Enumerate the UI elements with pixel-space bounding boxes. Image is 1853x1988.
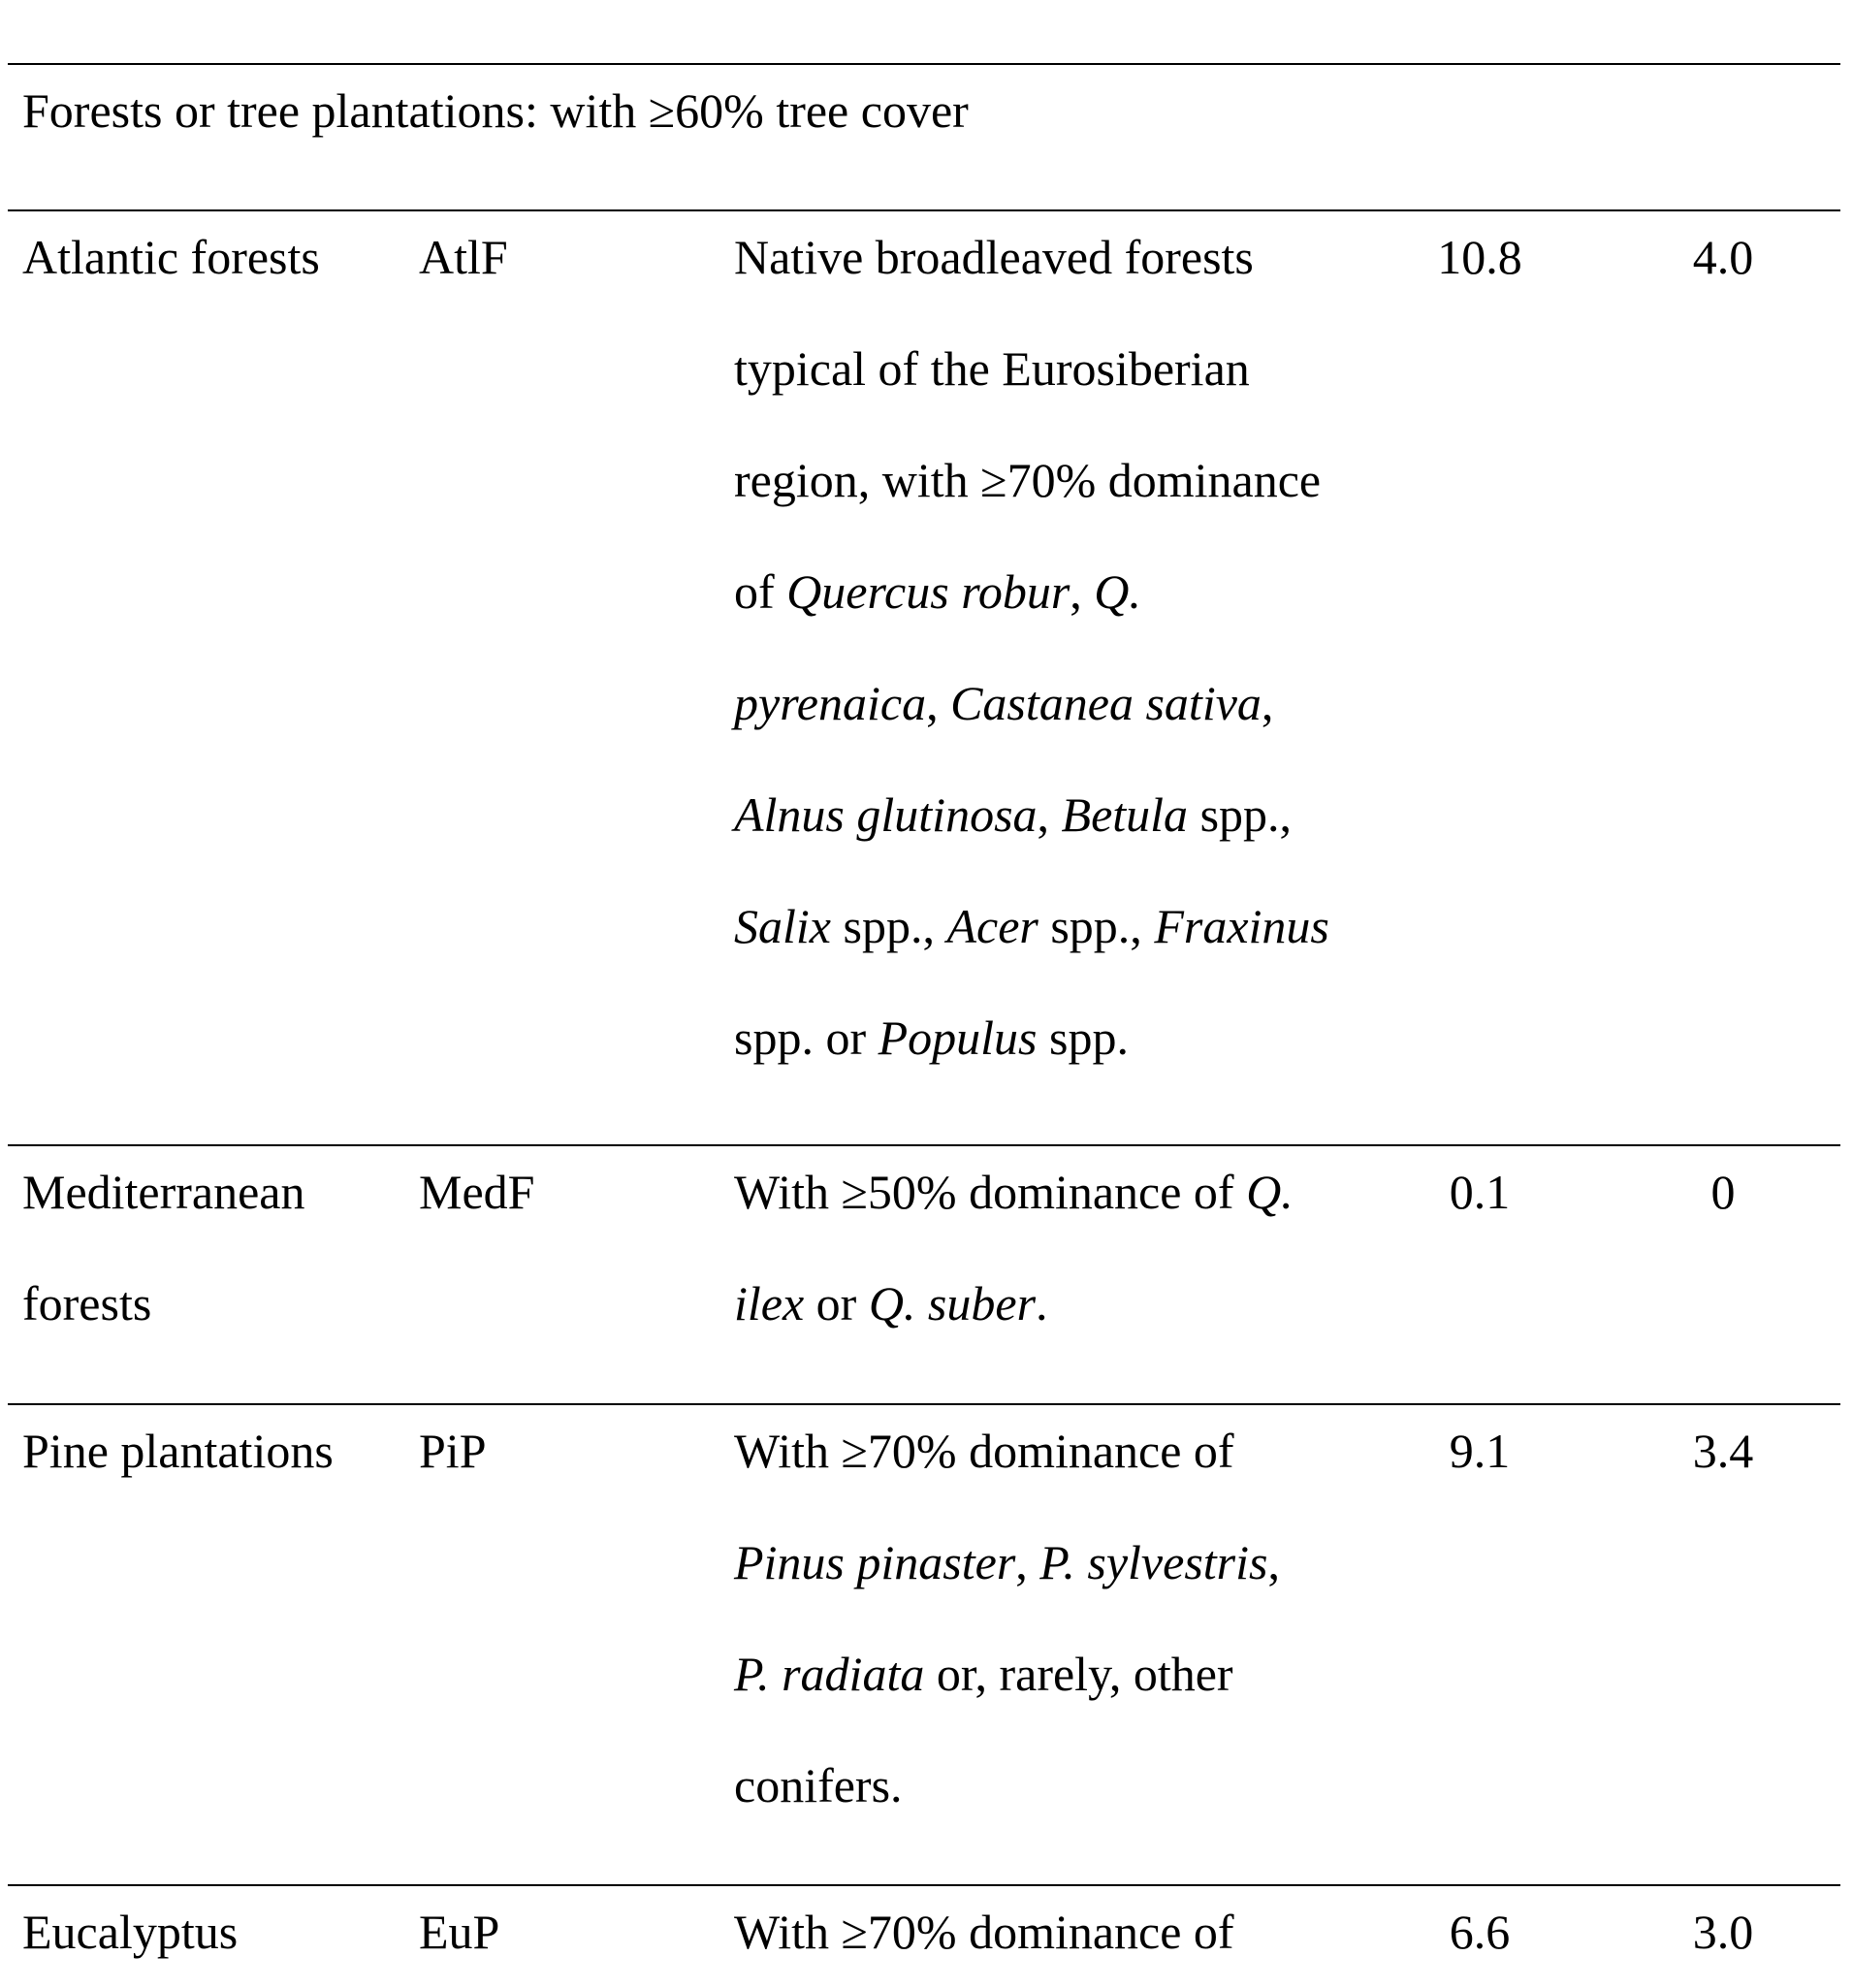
- description-line: [734, 1137, 1294, 1248]
- row-name-line: Eucalyptus: [22, 1905, 239, 1959]
- row-code: MedF: [419, 1165, 535, 1219]
- description-line: [734, 648, 1329, 759]
- description-text: conifers.: [734, 1758, 903, 1812]
- description-text: .: [1036, 1276, 1048, 1331]
- species-name: Betula: [1061, 787, 1189, 842]
- description-text: spp. or: [734, 1010, 879, 1065]
- description-text: spp.: [1037, 1010, 1129, 1065]
- description-text: ,: [926, 676, 951, 730]
- species-name: Q.: [1094, 564, 1141, 619]
- row-name: [22, 202, 320, 313]
- description-text: or: [804, 1276, 869, 1331]
- species-name: Quercus robur: [786, 564, 1070, 619]
- species-name: ilex: [734, 1276, 805, 1331]
- species-name: Fraxinus: [1154, 899, 1329, 953]
- description-line: [734, 1619, 1280, 1730]
- description-text: typical of the Eurosiberian: [734, 341, 1250, 396]
- row-value-a: 10.8: [1437, 230, 1522, 284]
- species-name: Castanea sativa: [950, 676, 1262, 730]
- species-name: P. radiata: [734, 1647, 925, 1701]
- row-name: [22, 1876, 238, 1988]
- row-name: [22, 1395, 334, 1507]
- row-value-b: 3.0: [1692, 1905, 1754, 1959]
- description-line: [734, 1248, 1294, 1360]
- row-value-b: 3.4: [1692, 1424, 1754, 1478]
- description-text: ,: [1261, 676, 1274, 730]
- row-code: PiP: [419, 1424, 487, 1478]
- description-line: [734, 1395, 1280, 1507]
- species-name: Alnus glutinosa: [734, 787, 1038, 842]
- description-text: With ≥50% dominance of: [734, 1165, 1247, 1219]
- species-name: pyrenaica: [734, 676, 927, 730]
- description-line: [734, 202, 1329, 313]
- description-line: [734, 313, 1329, 425]
- row-value-a: 6.6: [1449, 1905, 1511, 1959]
- row-name-line: Mediterranean: [22, 1165, 305, 1219]
- description-line: [734, 536, 1329, 648]
- description-text: With ≥70% dominance of: [734, 1424, 1234, 1478]
- description-text: spp.,: [1188, 787, 1293, 842]
- section-header: Forests or tree plantations: with ≥60% tree cover: [22, 83, 969, 138]
- description-line: [734, 982, 1329, 1094]
- description-text: ,: [1015, 1535, 1040, 1589]
- description-text: ,: [1070, 564, 1095, 619]
- description-line: [734, 425, 1329, 536]
- row-description: [734, 202, 1329, 1094]
- description-text: or, rarely, other: [924, 1647, 1233, 1701]
- description-text: of: [734, 564, 787, 619]
- description-text: spp.,: [1038, 899, 1155, 953]
- species-name: Salix: [734, 899, 831, 953]
- row-description: [734, 1395, 1280, 1842]
- description-text: With ≥70% dominance of: [734, 1905, 1234, 1959]
- species-name: P. sylvestris: [1039, 1535, 1268, 1589]
- row-value-b: 4.0: [1692, 230, 1754, 284]
- row-code: EuP: [419, 1905, 500, 1959]
- row-name-line: Atlantic forests: [22, 230, 320, 284]
- row-value-b: 0: [1710, 1165, 1736, 1219]
- row-value-a: 9.1: [1449, 1424, 1511, 1478]
- row-name: [22, 1137, 305, 1360]
- description-line: [734, 871, 1329, 982]
- description-text: spp.,: [830, 899, 947, 953]
- row-code: AtlF: [419, 230, 508, 284]
- row-description: [734, 1137, 1294, 1360]
- row-name-line: Pine plantations: [22, 1424, 334, 1478]
- description-line: [734, 1876, 1234, 1988]
- row-name-line: forests: [22, 1276, 152, 1331]
- description-text: ,: [1037, 787, 1062, 842]
- description-text: Native broadleaved forests: [734, 230, 1254, 284]
- description-line: [734, 759, 1329, 871]
- description-text: ,: [1267, 1535, 1280, 1589]
- species-name: Populus: [878, 1010, 1038, 1065]
- species-name: Pinus pinaster: [734, 1535, 1016, 1589]
- row-description: [734, 1876, 1234, 1988]
- description-text: region, with ≥70% dominance: [734, 453, 1322, 507]
- species-name: Acer: [946, 899, 1038, 953]
- description-line: [734, 1507, 1280, 1619]
- description-line: [734, 1730, 1280, 1842]
- species-name: Q. suber: [868, 1276, 1037, 1331]
- species-name: Q.: [1246, 1165, 1294, 1219]
- row-value-a: 0.1: [1449, 1165, 1511, 1219]
